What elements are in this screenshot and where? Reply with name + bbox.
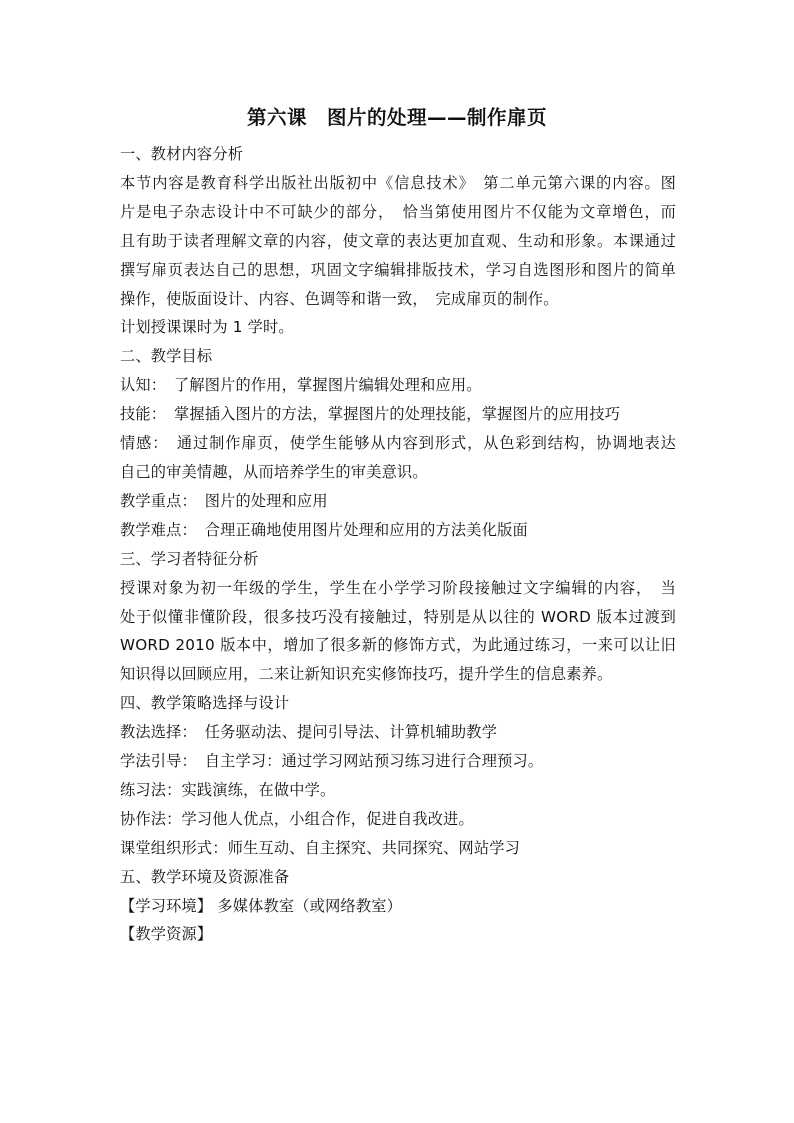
paragraph-line: 操作，使版面设计、内容、色调等和谐一致， 完成扉页的制作。: [120, 289, 559, 308]
strategy-cooperation: 协作法：学习他人优点，小组合作，促进自我改进。: [120, 809, 474, 828]
paragraph-line: 授课对象为初一年级的学生，学生在小学学习阶段接触过文字编辑的内容， 当: [120, 578, 676, 597]
section-heading-2: 二、教学目标: [120, 347, 213, 366]
teaching-resources: 【教学资源】: [120, 925, 213, 944]
page-title: 第六课 图片的处理——制作扉页: [246, 106, 547, 129]
section-heading-1: 一、教材内容分析: [120, 145, 244, 163]
document-body: [120, 140, 676, 949]
strategy-teaching-method: 教法选择： 任务驱动法、提问引导法、计算机辅助教学: [120, 723, 498, 742]
goal-emotion-line: 自己的审美情趣，从而培养学生的审美意识。: [120, 462, 428, 481]
goal-skill: 技能： 掌握插入图片的方法，掌握图片的处理技能，掌握图片的应用技巧: [120, 405, 621, 424]
goal-emotion-line: 情感： 通过制作扉页，使学生能够从内容到形式，从色彩到结构，协调地表达: [120, 434, 676, 453]
paragraph-line: 且有助于读者理解文章的内容，使文章的表达更加直观、生动和形象。本课通过: [120, 231, 676, 250]
section-heading-5: 五、教学环境及资源准备: [120, 867, 290, 886]
class-hours-text: 计划授课课时为 1 学时。: [120, 318, 294, 337]
strategy-learning-guidance: 学法引导： 自主学习：通过学习网站预习练习进行合理预习。: [120, 752, 544, 771]
paragraph-line: 撰写扉页表达自己的思想，巩固文字编辑排版技术，学习自选图形和图片的简单: [120, 260, 676, 279]
section-heading-4: 四、教学策略选择与设计: [120, 694, 290, 713]
strategy-class-form: 课堂组织形式：师生互动、自主探究、共同探究、网站学习: [120, 838, 521, 857]
paragraph-line: 知识得以回顾应用，二来让新知识充实修饰技巧，提升学生的信息素养。: [120, 665, 613, 684]
learning-environment: 【学习环境】 多媒体教室（或网络教室）: [120, 896, 403, 915]
strategy-practice: 练习法：实践演练，在做中学。: [120, 780, 336, 799]
paragraph-line: 处于似懂非懂阶段，很多技巧没有接触过，特别是从以往的 WORD 版本过渡到: [120, 607, 676, 626]
paragraph-line: 片是电子杂志设计中不可缺少的部分， 恰当第使用图片不仅能为文章增色，而: [120, 202, 676, 221]
teaching-difficulty: 教学难点： 合理正确地使用图片处理和应用的方法美化版面: [120, 520, 528, 539]
paragraph-line: 本节内容是教育科学出版社出版初中《信息技术》 第二单元第六课的内容。图: [120, 173, 676, 192]
section-heading-3: 三、学习者特征分析: [120, 549, 259, 568]
teaching-key-point: 教学重点： 图片的处理和应用: [120, 491, 328, 510]
paragraph-line: WORD 2010 版本中，增加了很多新的修饰方式，为此通过练习，一来可以让旧: [120, 636, 676, 655]
goal-cognition: 认知： 了解图片的作用，掌握图片编辑处理和应用。: [120, 376, 482, 395]
